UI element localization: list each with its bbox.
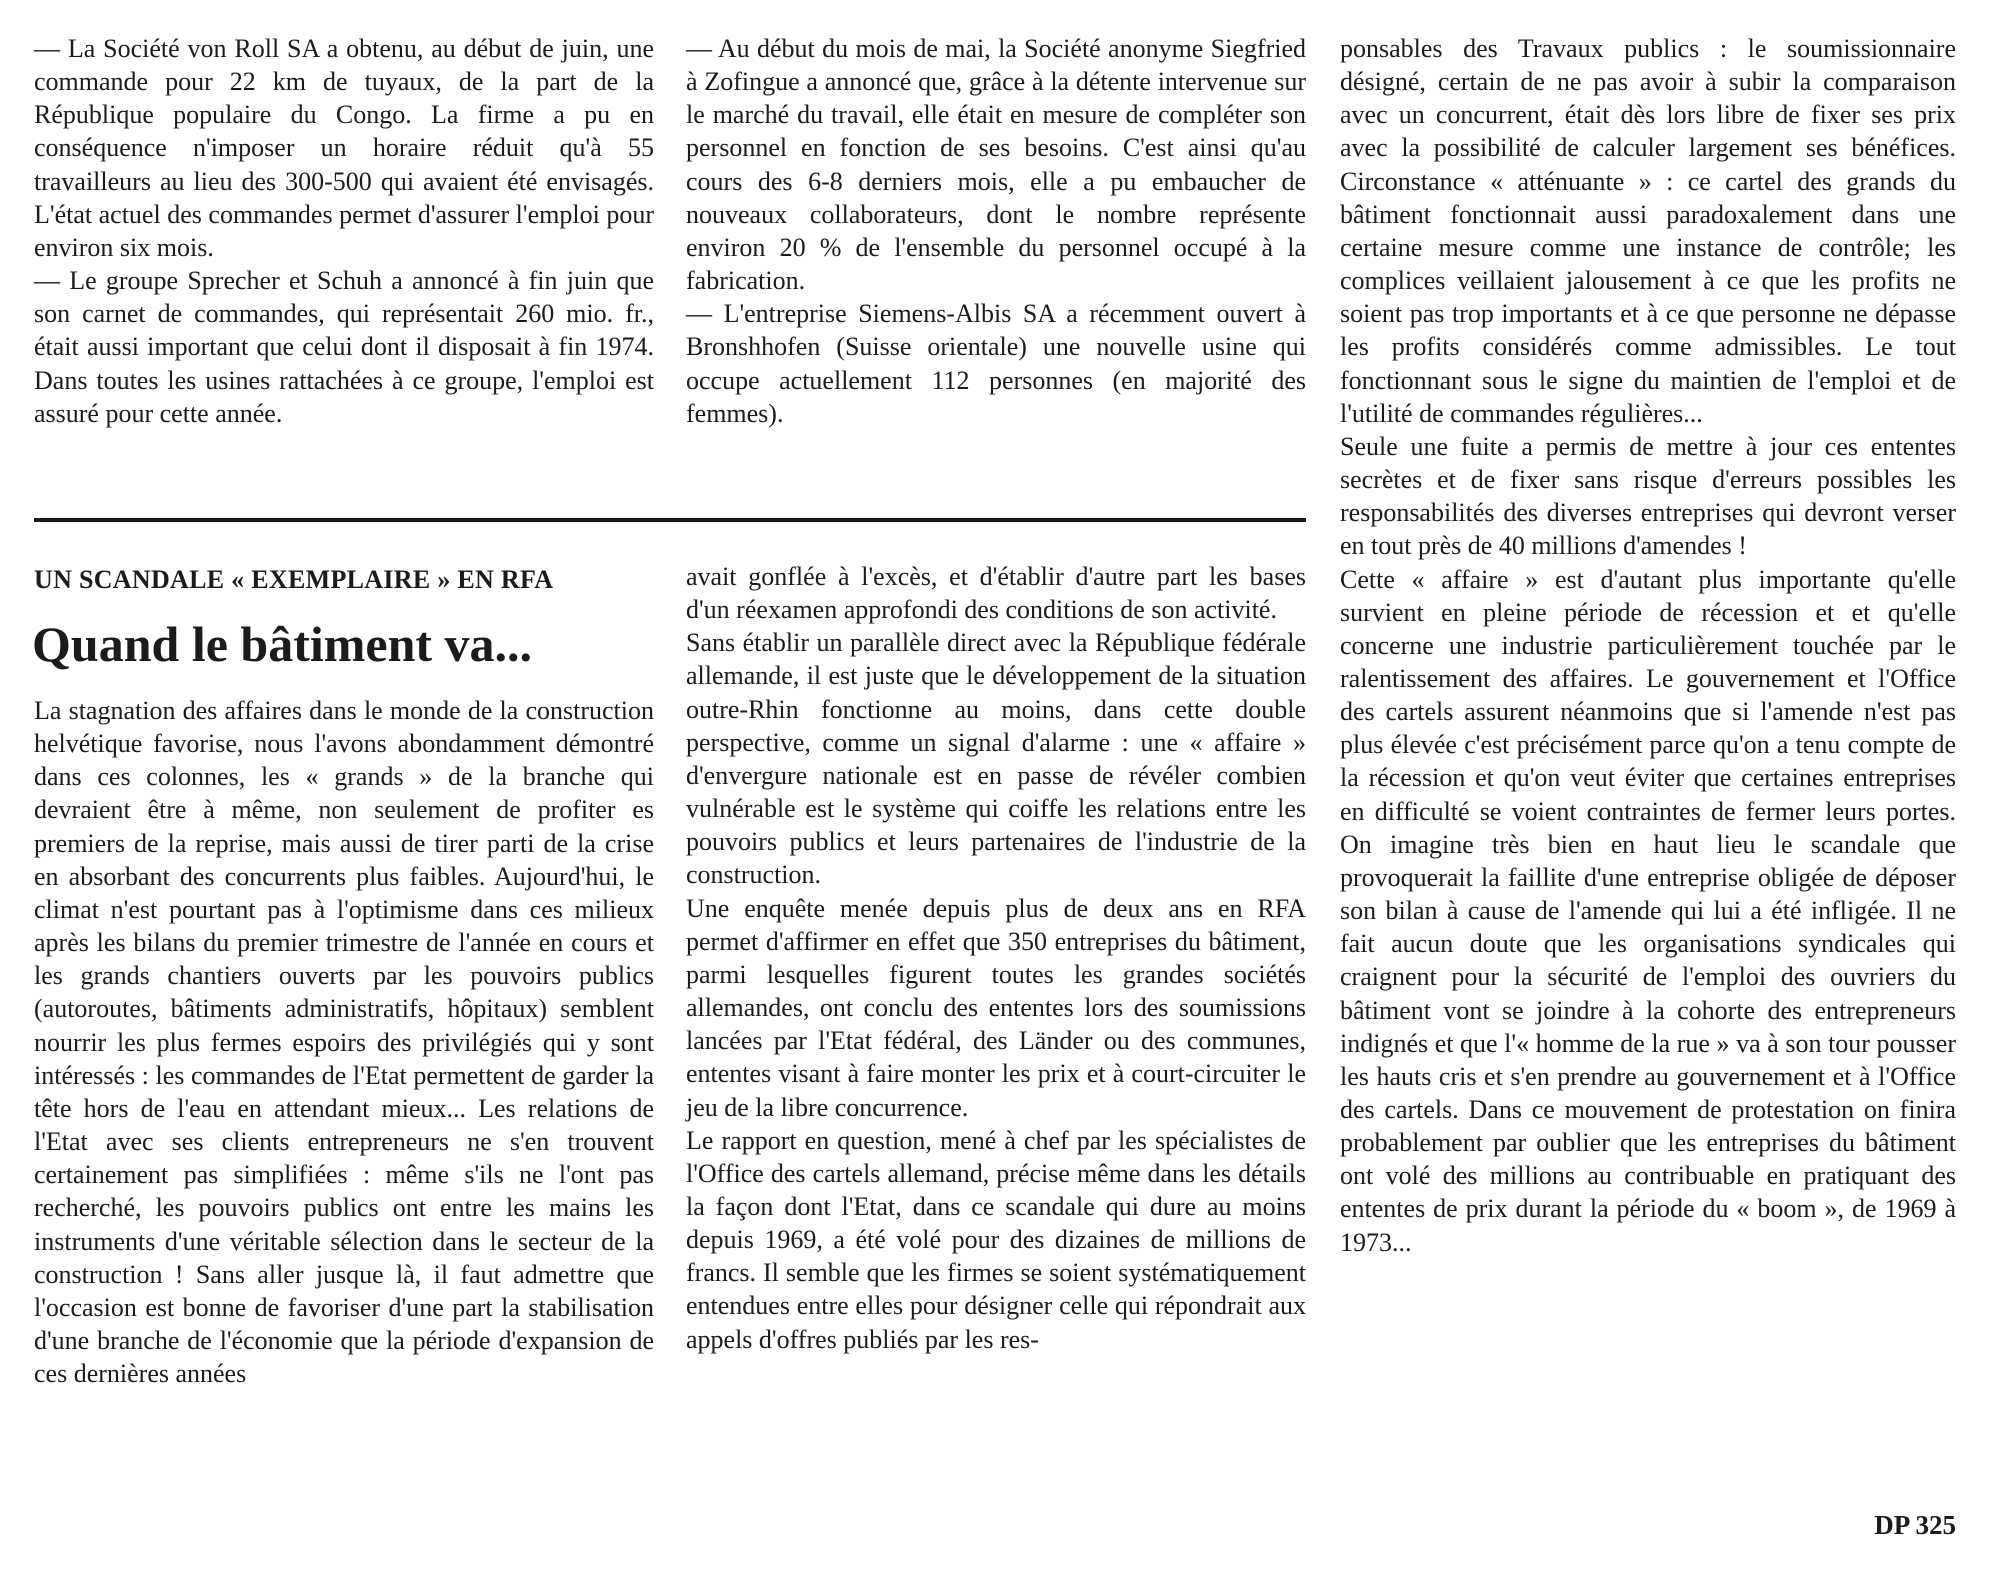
article-paragraph: Sans établir un parallèle direct avec la République fédérale allemande, il est juste que le développement de la situation outre-Rhin fonctionne au moins, dans cette double perspective, comme un signal d'alarme : une « affaire » d'envergure nationale est en passe de révéler combien vulnérable est le système qui coiffe les relations entre les pouvoirs publics et leurs partenaires de l'industrie de la construction. <box>686 628 1306 890</box>
page-number-label: DP 325 <box>1874 1510 1956 1540</box>
article-paragraph: La stagnation des affaires dans le monde de la construction helvétique favorise, nous l'avons abondamment démontré dans ces colonnes, les « grands » de la branche qui devraient être à même, non seulement de profiter es premiers de la reprise, mais aussi de tirer parti de la crise en absorbant des concurrents plus faibles. Aujourd'hui, le climat n'est pourtant pas à l'optimisme dans ces milieux après les bilans du premier trimestre de l'année en cours et les grands chantiers ouverts par les pouvoirs publics (autoroutes, bâtiments administratifs, hôpitaux) semblent nourrir les plus fermes espoirs des privilégiés qui y sont intéressés : les commandes de l'Etat permettent de garder la tête hors de l'eau en attendant mieux... Les relations de l'Etat avec ses clients entrepreneurs ne s'en trouvent certainement pas simplifiées : même s'ils ne l'ont pas recherché, les pouvoirs publics ont entre les mains les instruments d'une véritable sélection dans le secteur de la construction ! Sans aller jusque là, il faut admettre que l'occasion est bonne de favoriser d'une part la stabilisation d'une branche de l'économie que la période d'expansion de ces dernières années <box>34 696 654 1389</box>
paragraph-siemens-albis: — L'entreprise Siemens-Albis SA a récemment ouvert à Bronshhofen (Suisse orientale) une nouvelle usine qui occupe actuellement 112 personnes (en majorité des femmes). <box>686 299 1306 428</box>
article-paragraph: Cette « affaire » est d'autant plus importante qu'elle survient en pleine période de récession et et qu'elle concerne une industrie particulièrement touchée par le ralentissement des affaires. Le gouvernement et l'Office des cartels assurent néanmoins que si l'amende n'est pas plus élevée c'est précisément parce qu'on a tenu compte de la récession et qu'on veut éviter que certaines entreprises en difficulté se voient contraintes de fermer leurs portes. On imagine très bien en haut lieu le scandale que provoquerait la faillite d'une entreprise obligée de déposer son bilan à cause de l'amende qui lui a été infligée. Il ne fait aucun doute que les organisations syndicales qui craignent pour la sécurité de l'emploi des ouvriers du bâtiment vont se joindre à la cohorte des entrepreneurs indignés et que l'« homme de la rue » va à son tour pousser les hauts cris et s'en prendre au gouvernement et à l'Office des cartels. Dans ce mouvement de protestation on finira probablement par oublier que les entreprises du bâtiment ont volé des millions au contribuable en pratiquant des ententes de prix durant la période du « boom », de 1969 à 1973... <box>1340 564 1956 1257</box>
paragraph-siegfried: — Au début du mois de mai, la Société anonyme Siegfried à Zofingue a annoncé que, grâce à la détente intervenue sur le marché du travail, elle était en mesure de compléter son personnel en fonction de ses besoins. C'est ainsi qu'au cours des 6-8 derniers mois, elle a pu embaucher de nouveaux collaborateurs, dont le nombre représente environ 20 % de l'ensemble du personnel occupé à la fabrication. <box>686 34 1306 296</box>
article-paragraph: Le rapport en question, mené à chef par les spécialistes de l'Office des cartels allemand, précise même dans les détails la façon dont l'Etat, dans ce scandale qui dure au moins depuis 1969, a été volé pour des dizaines de millions de francs. Il semble que les firmes se soient systématiquement entendues entre elles pour désigner celle qui répondrait aux appels d'offres publiés par les res- <box>686 1125 1306 1354</box>
article-kicker: UN SCANDALE « EXEMPLAIRE » EN RFA <box>34 565 554 594</box>
paragraph-von-roll: — La Société von Roll SA a obtenu, au début de juin, une commande pour 22 km de tuyaux, de la part de la République populaire du Congo. La firme a pu en conséquence n'imposer un horaire réduit qu'à 55 travailleurs au lieu des 300-500 qui avaient été envisagés. L'état actuel des commandes permet d'assurer l'emploi pour environ six mois. <box>34 34 654 262</box>
article-column-2 <box>686 560 1306 1356</box>
top-column-1 <box>34 32 654 430</box>
article-column-1 <box>34 694 654 1390</box>
article-paragraph: avait gonflée à l'excès, et d'établir d'autre part les bases d'un réexamen approfondi des conditions de son activité. <box>686 562 1306 625</box>
article-headline: Quand le bâtiment va... <box>32 616 533 672</box>
article-paragraph: ponsables des Travaux publics : le soumissionnaire désigné, certain de ne pas avoir à subir la comparaison avec un concurrent, était dès lors libre de fixer ses prix avec la possibilité de calculer largement ses bénéfices. Circonstance « atténuante » : ce cartel des grands du bâtiment fonctionnait aussi paradoxalement dans une certaine mesure comme une instance de contrôle; les complices veillaient jalousement à ce que les profits ne soient pas trop importants et à ce que personne ne dépasse les profits considérés comme admissibles. Le tout fonctionnant sous le signe du maintien de l'emploi et de l'utilité de commandes régulières... <box>1340 34 1956 428</box>
top-column-2 <box>686 32 1306 430</box>
section-divider-rule <box>34 518 1306 522</box>
article-paragraph: Seule une fuite a permis de mettre à jour ces ententes secrètes et de fixer sans risque d'erreurs possibles les responsabilités des diverses entreprises qui devront verser en tout près de 40 millions d'amendes ! <box>1340 431 1956 561</box>
article-column-3 <box>1340 32 1956 1259</box>
article-paragraph: Une enquête menée depuis plus de deux ans en RFA permet d'affirmer en effet que 350 entreprises du bâtiment, parmi lesquelles figurent toutes les grandes sociétés allemandes, ont conclu des ententes lors des soumissions lancées par l'Etat fédéral, des Länder ou des communes, ententes visant à faire monter les prix et à court-circuiter le jeu de la libre concurrence. <box>686 893 1306 1122</box>
paragraph-sprecher-schuh: — Le groupe Sprecher et Schuh a annoncé à fin juin que son carnet de commandes, qui représentait 260 mio. fr., était aussi important que celui dont il disposait à fin 1974. Dans toutes les usines rattachées à ce groupe, l'emploi est assuré pour cette année. <box>34 266 654 428</box>
